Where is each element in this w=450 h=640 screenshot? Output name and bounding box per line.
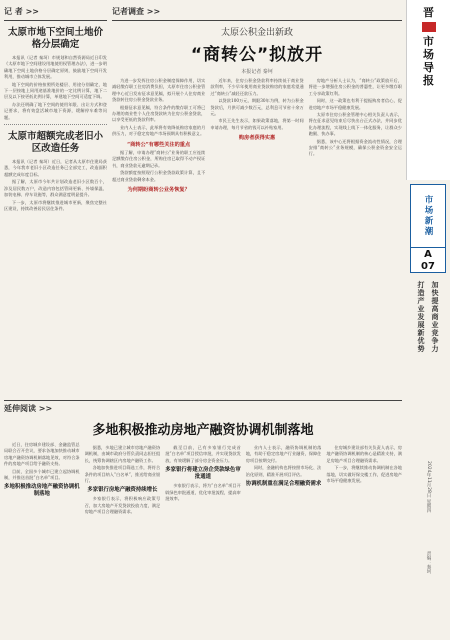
main-story (112, 6, 402, 396)
paragraph: 同时，这一政策也有利于提振购房者信心，促进房地产市场平稳健康发展。 (308, 98, 402, 110)
paragraph: 下一步，太原市将继续推进城市更新，聚焦完整社区建设，持续改善居民居住条件。 (4, 199, 107, 211)
text-column (4, 442, 80, 640)
kicker: 太原公积金出新政 (220, 28, 293, 38)
paragraph: 为进一步发挥住房公积金制度保障作用，切实减轻缴存职工住房消费负担，太原市住房公积金管理中心近日发布征求意见稿，拟开展个人住房商业贷款转住房公积金贷款业务。 (112, 78, 206, 103)
text-column (326, 442, 402, 640)
slogan-line: 加快提高商业竞争力 (431, 281, 440, 353)
paragraph: 住房城乡建设部有关负责人表示，房地产融资协调机制的核心是精准支持，满足房地产项目合理融资需求。 (326, 445, 402, 463)
bottom-story (4, 398, 402, 640)
paragraph: 根据征求意见稿，符合条件的缴存职工可将已办理的商业性个人住房贷款转为住房公积金贷款，以享受更低的贷款利率。 (112, 104, 206, 123)
article-underground-land (4, 55, 107, 121)
paragraph: 业内人士表示，此举将有效降低购房家庭的月供压力，对于稳定房地产市场预期具有积极意义。 (112, 124, 206, 137)
bottom-headline: 多地积极推动房地产融资协调机制落地 (92, 423, 314, 438)
paragraph: 下一步，将继续推动协调机制在各地落地，切实做好保交楼工作，促进房地产市场平稳健康发展。 (326, 465, 402, 484)
editor-credit: 责编：秦坷 (426, 551, 431, 574)
paragraph: 市民王先生表示，如果政策落地，将第一时间申请办理，每月节省的钱可以补贴家用。 (210, 118, 304, 130)
text-column (309, 78, 402, 378)
main-headline: “商转公”拟放开 (190, 45, 324, 65)
paragraph: 各地加快推进项目筛选工作，将符合条件的项目纳入“白名单”，推送给商业银行。 (84, 465, 161, 484)
left-column (4, 6, 107, 396)
byline: 本报记者 秦坷 (241, 69, 273, 75)
paragraph: 同时，金融机构也将按照市场化、法治化原则，精准开展项目评估。 (245, 465, 322, 477)
seal-icon (422, 22, 436, 32)
paragraph: 以贷款100万元、期限30年为例，转为公积金贷款后，月供可减少数百元，总利息可节省十余万元。 (210, 98, 304, 117)
section-tag: 延伸阅读 >> (4, 404, 53, 413)
text-column (85, 442, 161, 640)
section-tag: 记 者 >> (4, 7, 39, 16)
divider (4, 124, 107, 125)
section-tag: 记者调查 >> (112, 7, 161, 16)
subheading: 购房者获得实惠 (238, 135, 276, 142)
subheading: 协调机制重在满足合理融资需求 (245, 481, 322, 488)
paragraph: 多家银行表示，将积极响应政策号召，加大房地产开发贷款投放力度，满足房地产项目合理融资需求。 (84, 496, 161, 515)
edition-box (410, 184, 446, 273)
headline-underground-land: 太原市地下空间土地价格分层确定 (7, 27, 103, 50)
masthead-strip (406, 0, 450, 640)
masthead (406, 0, 450, 180)
headline-old-community: 太原市超额完成老旧小区改造任务 (7, 131, 103, 155)
paragraph: 目前，全国多个城市已建立起协调机制，并推送首批“白名单”项目。 (4, 468, 80, 481)
divider (4, 20, 107, 21)
page-number: 07 (421, 261, 435, 272)
paragraph: 多家银行表示，将为“白名单”项目开辟绿色审批通道，优化审批流程，提高审批效率。 (165, 483, 241, 502)
masthead-char: 市 (423, 35, 434, 48)
issue-date: 2024年11月28日 星期四 (426, 461, 431, 513)
paragraph: 太原市住房公积金管理中心相关负责人表示，将在征求意见结束后尽快出台正式办法，并同步优化办理流程，实现线上线下一体化服务，让群众少跑腿、快办事。 (308, 112, 402, 137)
masthead-char: 晋 (423, 6, 434, 19)
paragraph: 据悉，该中心还将根据资金流动性情况，合理安排“商转公”业务规模，确保公积金资金安全运行。 (308, 138, 402, 157)
bottom-story-columns (4, 442, 402, 640)
edition-title: 市场新潮 (423, 195, 433, 237)
paragraph: 据了解，太原市今年共计划改造老旧小区数百个，涉及居民数万户，改造内容包括管网更新、外墙保温、加装电梯、停车设施等，群众满意度明显提升。 (4, 179, 107, 198)
paragraph: 据悉，多地已建立城市房地产融资协调机制，由城市政府分管负责同志担任组长，统筹协调辖区内房地产融资工作。 (84, 445, 161, 463)
paragraph: 近年来，住房公积金贷款利率持续低于商业贷款利率，不少早年使用商业贷款购房的家庭希望通过“商转公”减轻还款压力。 (210, 78, 304, 96)
paragraph: 地下空间的价格按照所处楼层、用途分别确定，地下一层按地上同用途基准地价的一定比例计算，地下二层及以下按更低比例计算，单建地下空间可适度下调。 (4, 81, 107, 100)
article-old-community (4, 159, 107, 212)
paragraph: 贷款额度按照现行公积金贷款政策计算，且不超过商业贷款剩余本金。 (112, 170, 206, 182)
edition-letter: A (411, 247, 445, 261)
paragraph: 房地产分析人士认为，“商转公”政策放开后，将进一步增强住房公积金的普惠性，让更多缴存职工分享政策红利。 (308, 78, 402, 96)
subheading: “商转公”有哪些关注的重点 (127, 141, 191, 148)
slogan (406, 281, 450, 401)
paragraph: 截至目前，已有多家银行完成首批“白名单”项目授信审批，并实现贷款发放，有效缓解了部分房企资金压力。 (165, 445, 241, 463)
masthead-char: 场 (423, 48, 434, 61)
subheading: 多地积极推动房地产融资协调机制落地 (4, 484, 80, 498)
paragraph: 据了解，申请办理“商转公”业务的职工应连续足额缴存住房公积金，所购住房已取得不动产权证书，商业贷款无逾期记录。 (112, 150, 206, 168)
slogan-line: 打造产业发展新优势 (417, 281, 426, 353)
text-column (112, 78, 205, 378)
main-story-columns (112, 78, 402, 378)
divider (112, 20, 402, 21)
paragraph: 本报讯（记者 秦坷）近日，记者从太原市住建局获悉，今年我市老旧小区改造任务已全部完工，改造面积超额完成年度目标。 (4, 159, 107, 177)
text-column (246, 442, 322, 640)
paragraph: 近日，住房城乡建设部、金融监管总局联合召开会议，要求各地加快推动城市房地产融资协调机制落地见效，对符合条件的房地产项目给予融资支持。 (4, 442, 80, 467)
divider (4, 400, 402, 401)
paragraph: 本报讯（记者 秦坷）市规划和自然资源局近日印发《太原市地下空间建设用地使用权管理办法》，进一步明确地下空间土地价格分层确定原则，鼓励地下空间开发利用，推动城市立体发展。 (4, 55, 107, 80)
masthead-char: 导 (423, 61, 434, 74)
text-column (210, 78, 303, 378)
subheading: 为何期盼商转公业务恢复？ (127, 187, 190, 194)
text-column (165, 442, 241, 640)
paragraph: 业内人士表示，融资协调机制的落地，有助于稳定房地产行业融资，保障住房项目按期交付。 (245, 445, 322, 463)
paragraph: 办法还明确了地下空间的使用年限、出让方式和登记要求，将有效盘活城市地下资源，缓解停车难等问题。 (4, 101, 107, 120)
masthead-char: 报 (423, 74, 434, 87)
subheading: 多家银行将建立房企贷款绿色审批通道 (165, 467, 241, 481)
subheading: 多家银行房地产融资持续增长 (87, 487, 158, 494)
